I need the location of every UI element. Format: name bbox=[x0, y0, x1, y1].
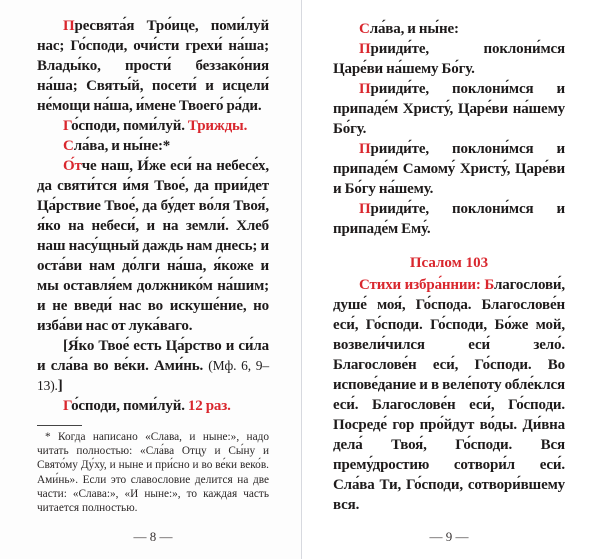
trisagion-prayer bbox=[37, 16, 269, 116]
page-9 bbox=[302, 0, 600, 559]
prayer-text: рииди́те, поклони́мся и припаде́м Христу́, Царе́ви на́шему Бо́гу. bbox=[333, 81, 565, 137]
footnote-text: * Когда написано «Слава, и ныне:», надо читать полностью: «Сла́ва Отцу и Сы́ну и Свято́му Ду́ху, и ныне и при́сно и во ве́ки веко́в. Ами́нь». Если это славословие делится на две части: «Слава:», «И ныне:», то каждая часть читается полностью. bbox=[37, 431, 269, 515]
rubric-12-times: 12 раз. bbox=[187, 398, 231, 414]
drop-initial: П bbox=[359, 81, 371, 97]
drop-initial: Г bbox=[63, 398, 72, 414]
lord-have-mercy-12 bbox=[37, 396, 269, 416]
come-let-us-worship-2 bbox=[333, 79, 565, 139]
page-number-8: — 8 — bbox=[133, 529, 173, 545]
prayer-text: рииди́те, поклони́мся и припаде́м Самому́ Христу́, Царе́ви и Бо́гу на́шему. bbox=[333, 141, 565, 197]
drop-initial: С bbox=[63, 138, 74, 154]
prayer-text: рииди́те, поклони́мся и припаде́м Ему́. bbox=[333, 201, 565, 237]
drop-initial: П bbox=[63, 18, 75, 34]
page-9-text-column bbox=[333, 19, 565, 515]
rubric-selected-verses: Стихи избра́ннии: bbox=[359, 277, 481, 293]
glory-now bbox=[37, 136, 269, 156]
lords-prayer bbox=[37, 156, 269, 336]
prayer-text: о́споди, поми́луй. bbox=[71, 398, 185, 414]
come-let-us-worship-3 bbox=[333, 139, 565, 199]
drop-initial: П bbox=[359, 201, 371, 217]
footnote bbox=[37, 430, 269, 515]
psalm-heading: Псалом 103 bbox=[409, 255, 489, 271]
drop-initial: О́т bbox=[63, 158, 82, 174]
psalm-103-verses bbox=[333, 275, 565, 515]
prayer-text: ресвята́я Тро́ице, поми́луй нас; Го́споди, очи́сти грехи́ на́ша; Влады́ко, прости́ беззако́ния на́ша; Святы́й, посети́ и исцели́ не́мощи на́ша, и́мене Твоего́ ра́ди. bbox=[37, 18, 269, 114]
prayer-text: ла́ва, и ны́не:* bbox=[73, 138, 171, 154]
drop-initial: П bbox=[359, 41, 371, 57]
doxology bbox=[37, 336, 269, 396]
psalm-text: лагослови́, душе́ моя́, Го́спода. Благослове́н еси́, Го́споди. Го́споди, Бо́же мой, возвели́чился еси́ зело́. Благослове́н еси́, Го́споди. Во испове́дание и в веле́поту обле́клся еси́. Благослове́н еси́, Го́споди. Посреде́ гор про́йдут во́ды. Ди́вна дела́ Твоя́, Го́споди. Вся прему́дростию сотвори́л еси́. Сла́ва Ти, Го́споди, сотвори́вшему вся. bbox=[333, 277, 565, 513]
prayer-text: рииди́те, поклони́мся Царе́ви на́шему Бо́гу. bbox=[333, 41, 565, 77]
page-8-text-column bbox=[37, 16, 269, 515]
rubric-thrice: Трижды. bbox=[187, 118, 248, 134]
prayer-text: че наш, И́же еси́ на небесе́х, да святи́тся и́мя Твое́, да прии́дет Ца́рствие Твое́, да бу́дет во́ля Твоя́, я́ко на небеси́, и на земли́. Хлеб наш насу́щный даждь нам днесь; и оста́ви нам до́лги на́ша, я́коже и мы оставля́ем должнико́м на́шим; и не введи́ нас во искуше́ние, но изба́ви нас от лука́ваго. bbox=[37, 158, 269, 334]
prayer-text: ла́ва, и ны́не: bbox=[369, 21, 459, 37]
drop-initial: П bbox=[359, 141, 371, 157]
footnote-divider bbox=[37, 425, 82, 426]
glory-now bbox=[333, 19, 565, 39]
prayer-text: [Я́ко Твое́ есть Ца́рство и си́ла и сла́ва во ве́ки. Ами́нь. bbox=[37, 338, 269, 374]
drop-initial: Г bbox=[63, 118, 72, 134]
prayer-text: о́споди, поми́луй. bbox=[71, 118, 185, 134]
drop-initial: Б bbox=[484, 277, 494, 293]
closing-bracket: ] bbox=[57, 378, 63, 394]
come-let-us-worship-1 bbox=[333, 39, 565, 79]
come-let-us-worship-4 bbox=[333, 199, 565, 239]
page-number-9: — 9 — bbox=[429, 529, 469, 545]
drop-initial: С bbox=[359, 21, 370, 37]
lord-have-mercy-3 bbox=[37, 116, 269, 136]
scripture-reference: (Мф. 6, 9–13). bbox=[37, 358, 269, 393]
